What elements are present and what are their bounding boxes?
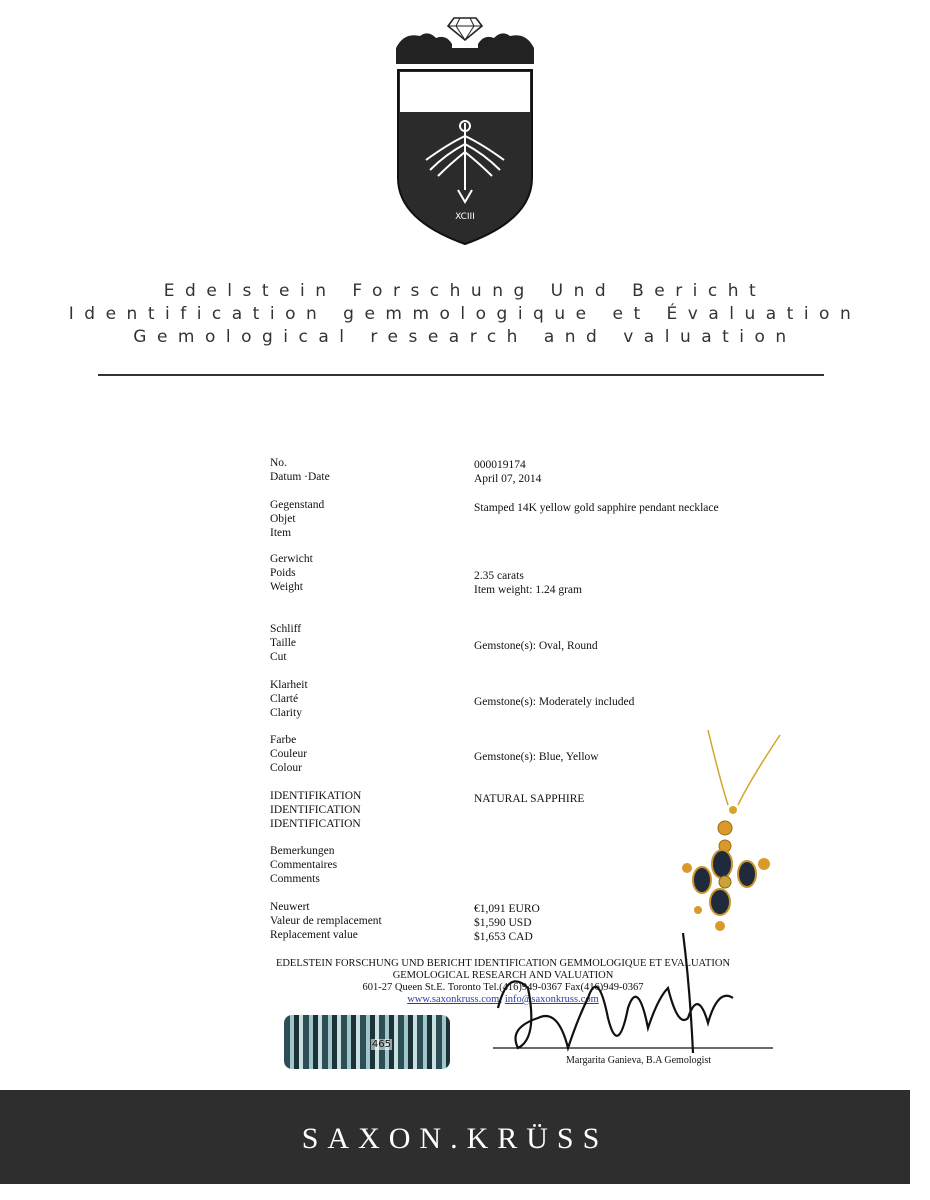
crest-motto: XCIII: [455, 212, 475, 222]
ident-label-en: IDENTIFICATION: [270, 818, 361, 830]
header-english: Gemological research and valuation: [133, 327, 797, 347]
cut-label-en: Cut: [270, 651, 287, 663]
brand-name: SAXON.KRÜSS: [301, 1122, 609, 1155]
value-euro: €1,091 EURO: [474, 903, 540, 915]
item-label-fr: Objet: [270, 513, 296, 525]
header-french: Identification gemmologique et Évaluation: [68, 304, 862, 324]
header-rule: [98, 374, 824, 376]
hologram-sticker: [284, 1015, 450, 1069]
item-value: Stamped 14K yellow gold sapphire pendant necklace: [474, 502, 719, 514]
header-german: Edelstein Forschung Und Bericht: [163, 281, 767, 301]
comments-label-de: Bemerkungen: [270, 845, 335, 857]
value-label-de: Neuwert: [270, 901, 310, 913]
weight-label-en: Weight: [270, 581, 303, 593]
cut-value: Gemstone(s): Oval, Round: [474, 640, 598, 652]
footer-subtitle: GEMOLOGICAL RESEARCH AND VALUATION: [392, 970, 614, 981]
colour-value: Gemstone(s): Blue, Yellow: [474, 751, 599, 763]
value-label-en: Replacement value: [270, 929, 358, 941]
item-weight-value: Item weight: 1.24 gram: [474, 584, 582, 596]
value-label-fr: Valeur de remplacement: [270, 915, 382, 927]
item-label-en: Item: [270, 527, 292, 539]
date-label: Datum ·Date: [270, 471, 330, 483]
clarity-value: Gemstone(s): Moderately included: [474, 696, 635, 708]
footer-company: EDELSTEIN FORSCHUNG UND BERICHT IDENTIFICATION GEMMOLOGIQUE ET EVALUATION: [275, 958, 731, 969]
number-value: 000019174: [474, 459, 526, 471]
value-usd: $1,590 USD: [474, 917, 532, 929]
colour-label-de: Farbe: [270, 734, 297, 746]
number-label: No.: [270, 457, 287, 469]
colour-label-en: Colour: [270, 762, 302, 774]
clarity-label-en: Clarity: [270, 707, 302, 719]
ident-label-de: IDENTIFIKATION: [270, 790, 362, 802]
hologram-serial: 465: [371, 1039, 391, 1050]
carat-weight-value: 2.35 carats: [474, 570, 524, 582]
ident-value: NATURAL SAPPHIRE: [474, 793, 585, 805]
website-link[interactable]: www.saxonkruss.com: [407, 994, 500, 1005]
dragon-mantling-icon: [396, 33, 534, 64]
clarity-label-fr: Clarté: [270, 693, 299, 705]
item-label-de: Gegenstand: [270, 499, 325, 511]
email-link[interactable]: info@saxonkruss.com: [504, 994, 599, 1005]
value-cad: $1,653 CAD: [474, 931, 533, 943]
weight-label-fr: Poids: [270, 567, 296, 579]
weight-label-de: Gerwicht: [270, 553, 313, 565]
ident-label-fr: IDENTIFICATION: [270, 804, 361, 816]
comments-label-fr: Commentaires: [270, 859, 338, 871]
colour-label-fr: Couleur: [270, 748, 308, 760]
comments-label-en: Comments: [270, 873, 320, 885]
clarity-label-de: Klarheit: [270, 679, 308, 691]
date-value: April 07, 2014: [474, 473, 542, 485]
cut-label-fr: Taille: [270, 637, 297, 649]
footer-address: 601-27 Queen St.E. Toronto Tel.(416)949-0367 Fax(416)949-0367: [362, 982, 644, 993]
signer-name: Margarita Ganieva, B.A Gemologist: [566, 1055, 712, 1066]
cut-label-de: Schliff: [270, 623, 302, 635]
diamond-icon: [448, 18, 482, 40]
contact-separator: ;: [499, 994, 505, 1005]
pendant-photo: [680, 730, 790, 950]
crest-logo: [390, 8, 540, 248]
